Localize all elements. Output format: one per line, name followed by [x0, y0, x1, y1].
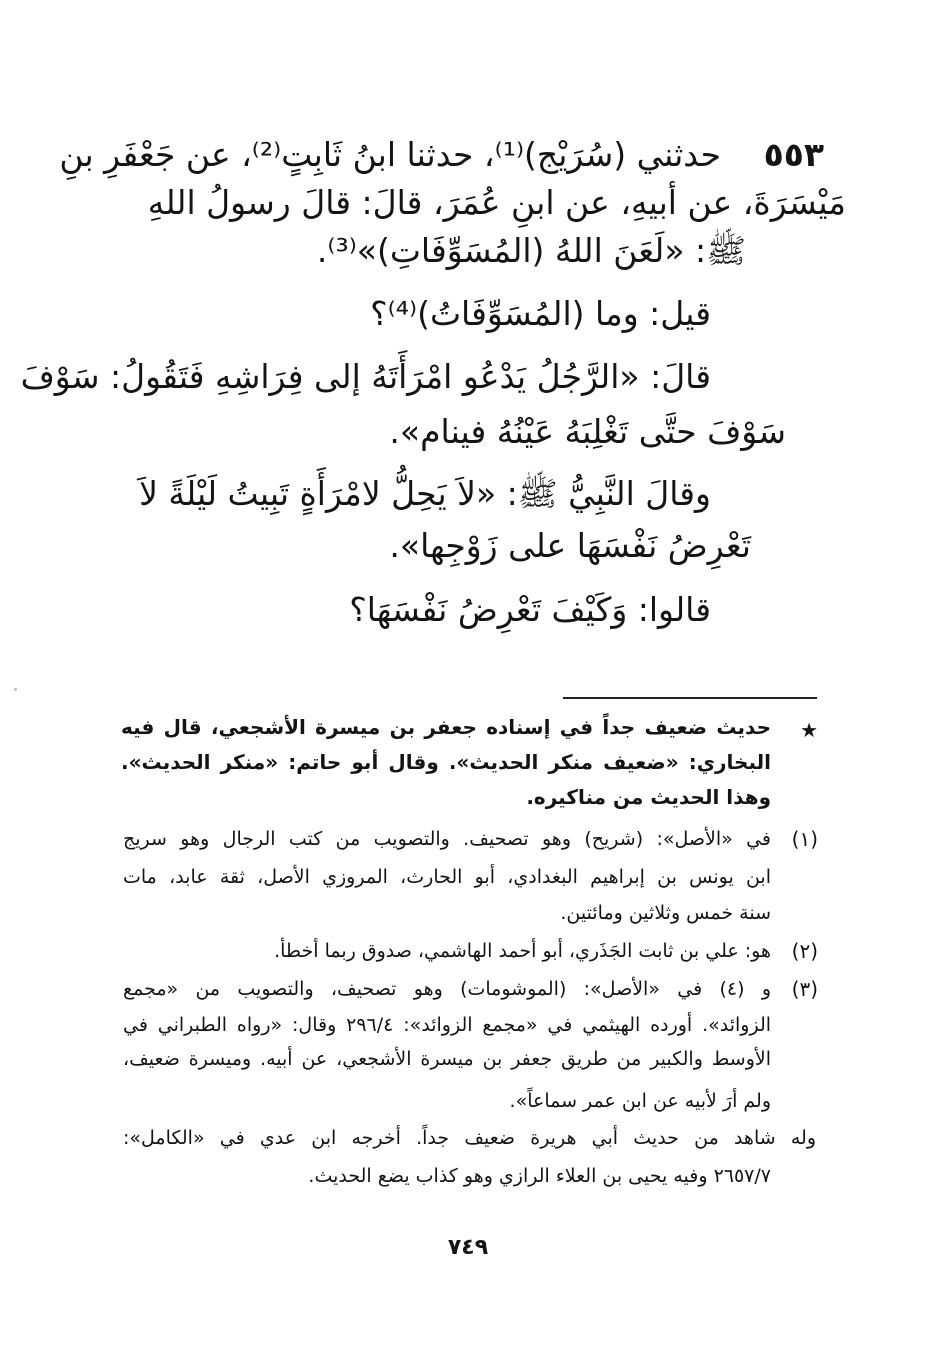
footnote-1-line-1: في «الأصل»: (شريح) وهو تصحيف. والتصويب من كتب الرجال وهو سريج [123, 828, 771, 850]
footnote-star-line-1: حديث ضعيف جداً في إسناده جعفر بن ميسرة الأشجعي، قال فيه [121, 715, 771, 739]
footnote-3-line-5: وله شاهد من حديث أبي هريرة ضعيف جداً. أخرجه ابن عدي في «الكامل»: [123, 1127, 816, 1149]
footnote-3-line-3: الأوسط والكبير من طريق جعفر بن ميسرة الأشجعي، عن أبيه. وميسرة ضعيف، [123, 1048, 771, 1070]
hadith-number: ٥٥٣ [763, 135, 824, 174]
hadith-line-8: تَعْرِضُ نَفْسَهَا على زَوْجِها». [389, 526, 751, 565]
hadith-line-3: ﷺ: «لَعَنَ اللهُ (المُسَوِّفَاتِ)»⁽³⁾. [316, 231, 746, 270]
footnote-3-line-2: الزوائد». أورده الهيثمي في «مجمع الزوائد»: ٢٩٦/٤ وقال: «رواه الطبراني في [123, 1014, 772, 1036]
hadith-line-5: قالَ: «الرَّجُلُ يَدْعُو امْرَأَتَهُ إلى فِرَاشِهِ فَتَقُولُ: سَوْفَ [20, 357, 711, 396]
footnote-2-marker: (٢) [791, 939, 818, 963]
footnote-star-marker: ★ [800, 718, 818, 742]
footnote-1-line-2: ابن يونس بن إبراهيم البغدادي، أبو الحارث، المروزي الأصل، ثقة عابد، مات [123, 866, 771, 888]
footnote-3-line-1: و (٤) في «الأصل»: (الموشومات) وهو تصحيف، والتصويب من «مجمع [123, 978, 771, 1000]
footnote-2-line-1: هو: علي بن ثابت الجَذَري، أبو أحمد الهاشمي، صدوق ربما أخطأ. [274, 940, 771, 962]
footnote-3-marker: (٣) [791, 977, 818, 1001]
page-number: ٧٤٩ [447, 1235, 489, 1260]
footnote-1-line-3: سنة خمس وثلاثين ومائتين. [560, 902, 771, 924]
hadith-line-9: قالوا: وَكَيْفَ تَعْرِضُ نَفْسَهَا؟ [349, 590, 711, 629]
footnote-1-marker: (١) [791, 827, 818, 851]
footnote-star-line-3: وهذا الحديث من مناكيره. [526, 785, 771, 809]
footnote-3-line-6: ٢٦٥٧/٧ وفيه يحيى بن العلاء الرازي وهو كذاب يضع الحديث. [308, 1165, 771, 1187]
hadith-line-1: حدثني (سُرَيْج)⁽¹⁾، حدثنا ابنُ ثَابِتٍ⁽²⁾، عن جَعْفَرِ بنِ [59, 135, 721, 174]
footnote-3-line-4: ولم أرَ لأبيه عن ابن عمر سماعاً». [509, 1090, 771, 1112]
footnote-separator [563, 697, 817, 699]
footnote-star-line-2: البخاري: «ضعيف منكر الحديث». وقال أبو حاتم: «منكر الحديث». [121, 750, 771, 774]
hadith-line-6: سَوْفَ حتَّى تَغْلِبَهُ عَيْنُهُ فينام». [389, 412, 786, 451]
hadith-line-2: مَيْسَرَةَ، عن أبيهِ، عن ابنِ عُمَرَ، قالَ: قالَ رسولُ اللهِ [147, 183, 846, 222]
hadith-line-7: وقالَ النَّبِيُّ ﷺ: «لاَ يَحِلُّ لامْرَأَةٍ تَبِيتُ لَيْلَةً لاَ [139, 474, 711, 513]
scan-speck [14, 688, 17, 691]
hadith-line-4: قيل: وما (المُسَوِّفَاتُ)⁽⁴⁾؟ [370, 294, 711, 333]
